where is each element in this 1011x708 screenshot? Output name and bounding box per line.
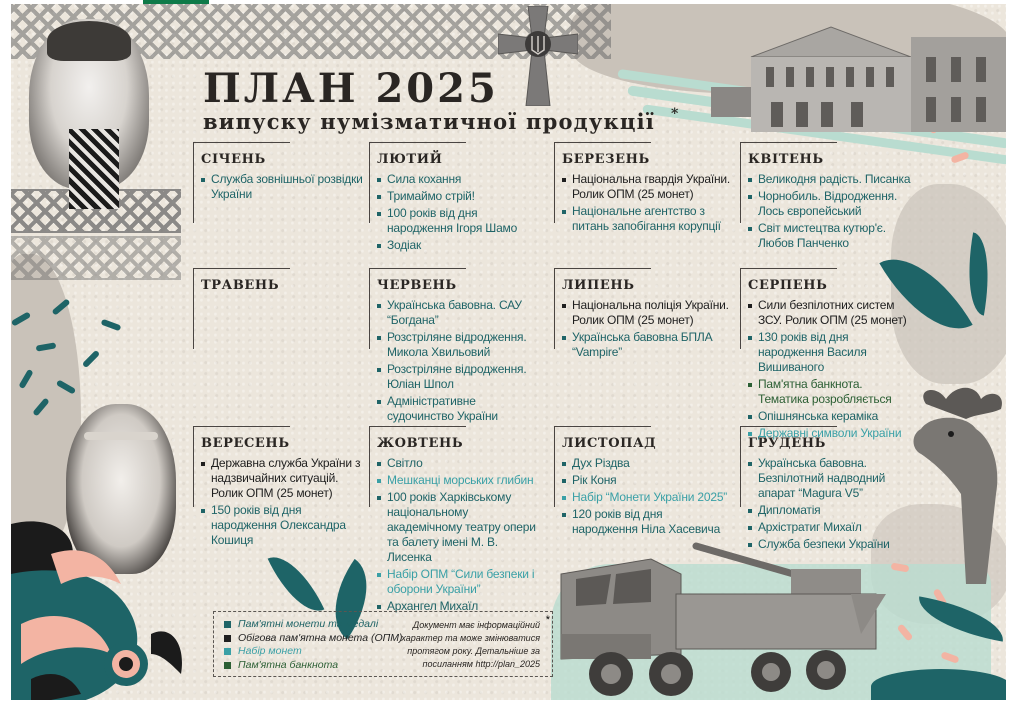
teal-dash — [101, 319, 122, 331]
release-item: Набір ОПМ “Сили безпеки і оборони України” — [377, 567, 545, 597]
month-block — [193, 436, 369, 550]
month-block — [369, 436, 545, 616]
page-title-block — [203, 65, 679, 134]
release-item: Державна служба України з надзвичайних ситуацій. Ролик ОПМ (25 монет) — [201, 456, 369, 501]
release-item: Національне агентство з питань запобігання корупції — [562, 204, 730, 234]
portrait-vyshyvanka — [69, 129, 119, 209]
legend-label: Пам'ятні монети та медалі — [238, 618, 379, 630]
legend-item-commemorative — [224, 618, 402, 632]
month-items — [377, 172, 545, 253]
legend-swatch-set — [224, 648, 231, 655]
release-item: Світ мистецтва кутюр'є. Любов Панченко — [748, 221, 916, 251]
page-subtitle: випуску нумізматичної продукції — [203, 109, 655, 134]
legend-item-set — [224, 645, 402, 659]
month-title: СІЧЕНЬ — [201, 152, 266, 167]
month-items — [748, 456, 916, 552]
release-item: 100 років від дня народження Ігоря Шамо — [377, 206, 545, 236]
month-block — [554, 436, 730, 539]
month-block — [193, 278, 369, 298]
release-item: Національна поліція України. Ролик ОПМ (25 монет) — [562, 298, 730, 328]
month-items — [748, 172, 916, 251]
legend-item-opm — [224, 632, 402, 646]
month-block — [740, 278, 916, 443]
release-item: Служба зовнішньої розвідки України — [201, 172, 369, 202]
portrait-headband — [84, 432, 158, 440]
release-item: Опішнянська кераміка — [748, 409, 916, 424]
release-item: 130 років від дня народження Василя Вишиваного — [748, 330, 916, 375]
month-title: БЕРЕЗЕНЬ — [562, 152, 650, 167]
release-item: Сила кохання — [377, 172, 545, 187]
legend-label: Набір монет — [238, 645, 302, 657]
release-item: 150 років від дня народження Олександра Кошиця — [201, 503, 369, 548]
release-item: Сили безпілотних систем ЗСУ. Ролик ОПМ (25 монет) — [748, 298, 916, 328]
release-item: Дух Різдва — [562, 456, 730, 471]
month-title: ЛЮТИЙ — [377, 152, 443, 167]
release-item: Архангел Михаїл — [377, 599, 545, 614]
month-block — [554, 152, 730, 236]
month-items — [201, 172, 369, 202]
embroidery-pattern-band — [11, 236, 181, 280]
opera-theatre-building — [711, 12, 1006, 137]
release-item: Українська бавовна. САУ “Богдана” — [377, 298, 545, 328]
month-title: ЛИПЕНЬ — [562, 278, 635, 293]
bohdana-howitzer-vehicle — [551, 534, 891, 699]
legend-swatch-opm — [224, 635, 231, 642]
release-item: 100 років Харківському національному академічному театру опери та балету імені М. В. Лисенка — [377, 490, 545, 565]
release-item: Національна гвардія України. Ролик ОПМ (25 монет) — [562, 172, 730, 202]
release-item: Світло — [377, 456, 545, 471]
month-title: ЖОВТЕНЬ — [377, 436, 464, 451]
portrait-hair — [47, 21, 131, 61]
disclaimer-note: Документ має інформаційний характер та може змінюватися протягом року. Детальніше за посиланням http://plan_2025 — [401, 620, 540, 669]
legend-list — [224, 618, 402, 672]
month-title: ЛИСТОПАД — [562, 436, 657, 451]
month-title: КВІТЕНЬ — [748, 152, 824, 167]
month-title: ВЕРЕСЕНЬ — [201, 436, 290, 451]
release-item: Адміністративне судочинство України — [377, 394, 545, 424]
month-block — [369, 152, 545, 255]
month-block — [369, 278, 545, 426]
portrait-man-image — [29, 19, 149, 189]
legend-swatch-commemorative — [224, 621, 231, 628]
legend-box — [213, 611, 553, 677]
month-block — [193, 152, 369, 204]
legend-swatch-banknote — [224, 662, 231, 669]
release-item: Архістратиг Михаїл — [748, 520, 916, 535]
release-item: Державні символи України — [748, 426, 916, 441]
release-item: Українська бавовна. Безпілотний надводний апарат “Magura V5” — [748, 456, 916, 501]
release-item: Тримаймо стрій! — [377, 189, 545, 204]
legend-label: Обігова пам'ятна монета (ОПМ) — [238, 631, 403, 644]
month-block — [554, 278, 730, 362]
month-items — [748, 298, 916, 441]
petrykivka-bird-ornament — [11, 514, 191, 700]
moose-illustration — [906, 384, 1006, 584]
release-item: 120 років від дня народження Ніла Хасевича — [562, 507, 730, 537]
page-title: ПЛАН 2025 — [203, 65, 499, 112]
month-block — [740, 152, 916, 253]
release-item: Пам'ятна банкнота. Тематика розробляється — [748, 377, 916, 407]
release-item: Служба безпеки України — [748, 537, 916, 552]
month-items — [201, 456, 369, 548]
month-title: СЕРПЕНЬ — [748, 278, 828, 293]
month-items — [377, 456, 545, 614]
teal-dash — [82, 350, 100, 368]
month-block — [740, 436, 916, 554]
month-items — [562, 456, 730, 537]
legend-item-banknote — [224, 659, 402, 673]
month-title: ТРАВЕНЬ — [201, 278, 280, 293]
release-item: Розстріляне відродження. Юліан Шпол — [377, 362, 545, 392]
release-item: Зодіак — [377, 238, 545, 253]
month-items — [562, 298, 730, 360]
note-asterisk: * — [545, 614, 550, 626]
release-item: Українська бавовна БПЛА “Vampire” — [562, 330, 730, 360]
release-item: Набір “Монети України 2025” — [562, 490, 730, 505]
legend-label: Пам'ятна банкнота — [238, 658, 339, 671]
release-item: Мешканці морських глибин — [377, 473, 545, 488]
release-item: Чорнобиль. Відродження. Лось європейський — [748, 189, 916, 219]
month-items — [377, 298, 545, 424]
month-title: ЧЕРВЕНЬ — [377, 278, 457, 293]
teal-leaf — [871, 669, 1006, 700]
month-title: ГРУДЕНЬ — [748, 436, 826, 451]
month-items — [562, 172, 730, 234]
release-item: Дипломатія — [748, 503, 916, 518]
title-asterisk: * — [671, 106, 679, 122]
release-item: Великодня радість. Писанка — [748, 172, 916, 187]
poster — [11, 4, 1006, 700]
release-item: Рік Коня — [562, 473, 730, 488]
release-item: Розстріляне відродження. Микола Хвильовий — [377, 330, 545, 360]
